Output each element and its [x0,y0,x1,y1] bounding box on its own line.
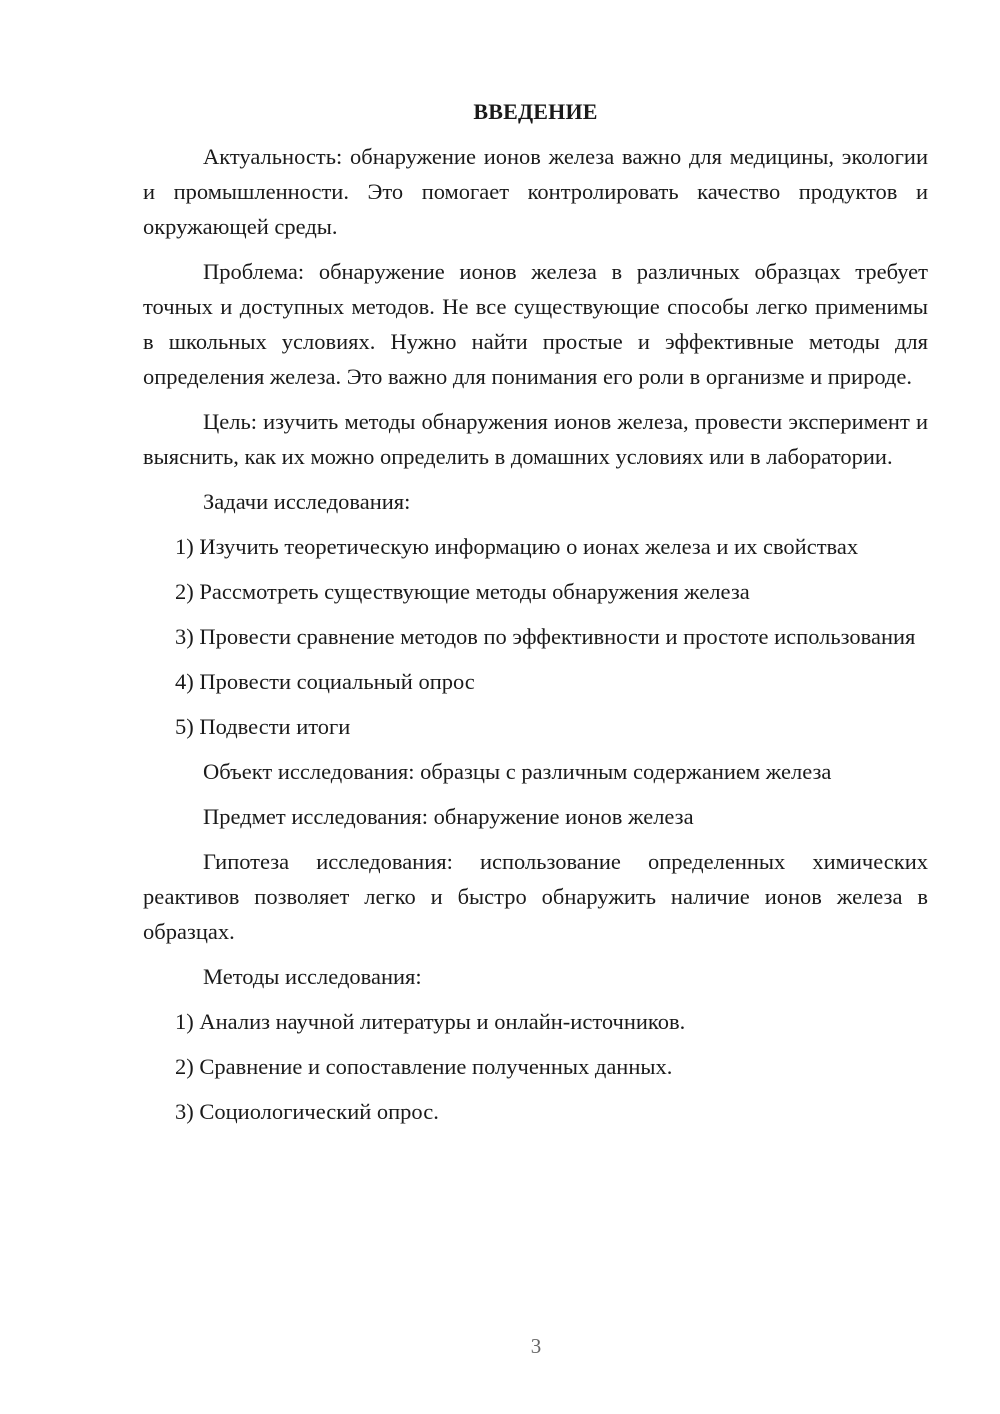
task-item-3: 3) Провести сравнение методов по эффективности и простоте использования [175,624,916,649]
problem-paragraph: Проблема: обнаружение ионов железа в различных образцах требует точных и доступных методов. Не все существующие способы легко применимы в школьных условиях. Нужно найти простые и эффективные методы для определения железа. Это важно для понимания его роли в организме и природе. [143,259,928,389]
page-number: 3 [530,1334,542,1358]
tasks-heading: Задачи исследования: [203,489,411,514]
subject-line: Предмет исследования: обнаружение ионов железа [203,804,694,829]
task-item-5: 5) Подвести итоги [175,714,351,739]
method-item-3: 3) Социологический опрос. [175,1099,439,1124]
task-item-4: 4) Провести социальный опрос [175,669,475,694]
section-title: ВВЕДЕНИЕ [473,99,598,124]
goal-paragraph: Цель: изучить методы обнаружения ионов железа, провести эксперимент и выяснить, как их можно определить в домашних условиях или в лаборатории. [143,409,928,469]
relevance-paragraph: Актуальность: обнаружение ионов железа важно для медицины, экологии и промышленности. Это помогает контролировать качество продуктов и окружающей среды. [143,144,928,239]
methods-heading: Методы исследования: [203,964,422,989]
page-content [143,94,928,1139]
method-item-2: 2) Сравнение и сопоставление полученных данных. [175,1054,673,1079]
object-line: Объект исследования: образцы с различным содержанием железа [203,759,832,784]
task-item-1: 1) Изучить теоретическую информацию о ионах железа и их свойствах [175,534,859,559]
task-item-2: 2) Рассмотреть существующие методы обнаружения железа [175,579,750,604]
method-item-1: 1) Анализ научной литературы и онлайн-источников. [175,1009,686,1034]
hypothesis-paragraph: Гипотеза исследования: использование определенных химических реактивов позволяет легко и быстро обнаружить наличие ионов железа в образцах. [143,849,928,944]
